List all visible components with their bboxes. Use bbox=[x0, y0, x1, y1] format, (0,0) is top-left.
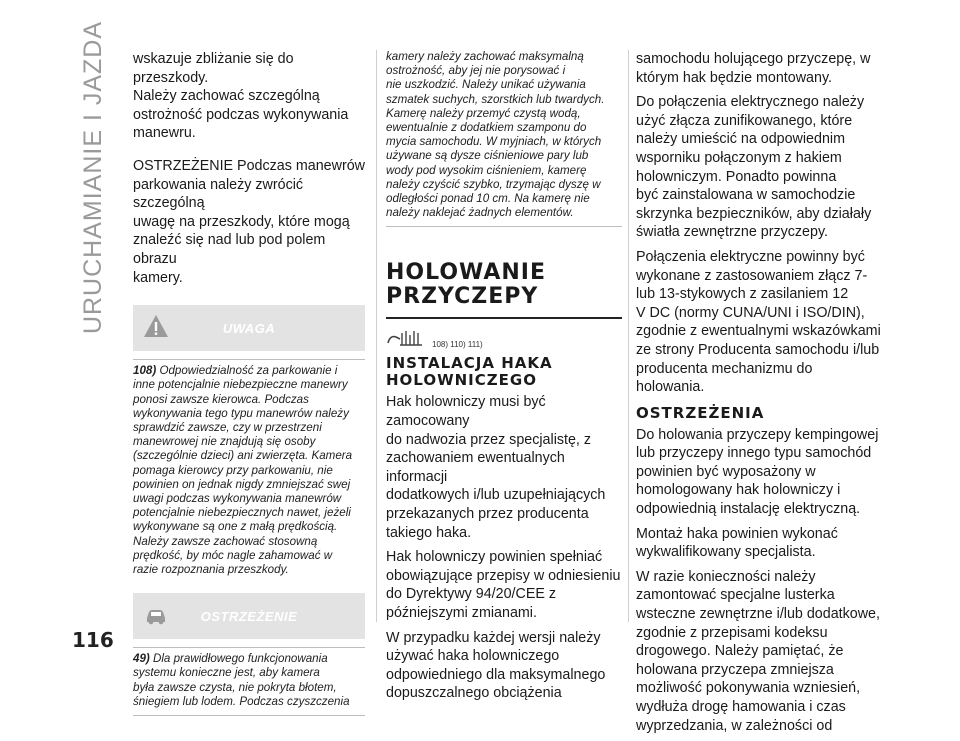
subsection-title: OSTRZEŻENIA bbox=[636, 403, 765, 422]
chapter-side-title bbox=[74, 20, 114, 334]
uwaga-header bbox=[133, 305, 365, 351]
paragraph: W przypadku każdej wersji należy używać haka holowniczego odpowiedniego dla maksymalnego dopuszczalnego obciążenia bbox=[386, 629, 606, 702]
page-number: 116 bbox=[72, 628, 114, 652]
section-title: HOLOWANIE PRZYCZEPY bbox=[386, 260, 546, 310]
note-text: kamery należy zachować maksymalną ostrożność, aby jej nie porysować i nie uszkodzić. Należy unikać używania szmatek suchych, szorstkich lub twardych. Kamerę należy przemyć czystą wodą, ewentualnie z dodatkiem szamponu do mycia samochodu. W myjniach, w których używane są dysze ciśnieniowe pary lub wody pod wysokim ciśnieniem, kamerę należy czyścić szybko, trzymając dyszę w odległości ponad 10 cm. Na kamerę nie należy naklejać żadnych elementów. bbox=[386, 50, 605, 220]
ostrzezenie-note bbox=[133, 652, 365, 709]
chapter-side-title-text: URUCHAMIANIE I JAZDA bbox=[79, 20, 108, 334]
paragraph: Hak holowniczy musi być zamocowany do nadwozia przez specjalistę, z zachowaniem ewentualnych informacji dodatkowych i/lub uzupełniających przekazanych przez producenta takiego haka. bbox=[386, 394, 606, 541]
warning-refs bbox=[386, 325, 622, 349]
column-divider bbox=[628, 50, 629, 622]
tow-hook-icon bbox=[386, 325, 428, 349]
paragraph: Połączenia elektryczne powinny być wykonane z zastosowaniem złącz 7- lub 13-stykowych z zasilaniem 12 V DC (normy CUNA/UNI i ISO/DIN), zgodnie z ewentualnymi wskazówkami ze strony Producenta samochodu i/lub producenta mechanizmu do holowania. bbox=[636, 248, 881, 396]
ostrzezenie-label: OSTRZEŻENIE bbox=[200, 608, 298, 624]
uwaga-label: UWAGA bbox=[222, 320, 276, 336]
paragraph: W razie konieczności należy zamontować specjalne lusterka wsteczne zewnętrzne i/lub dodatkowe, zgodnie z przepisami kodeksu drogowego. Należy pamiętać, że holowana przyczepa zmniejsza możliwość pokonywania wzniesień, wydłuża drogę hamowania i czas wyprzedzania, w zależności od bbox=[636, 568, 880, 734]
paragraph: Montaż haka powinien wykonać wykwalifikowany specjalista. bbox=[636, 525, 838, 561]
column-3 bbox=[636, 50, 882, 741]
paragraph: wskazuje zbliżanie się do przeszkody. Należy zachować szczególną ostrożność podczas wykonywania manewru. bbox=[133, 51, 349, 142]
column-1 bbox=[133, 50, 365, 716]
subsection-title: INSTALACJA HAKA HOLOWNICZEGO bbox=[386, 354, 553, 390]
paragraph: Do holowania przyczepy kempingowej lub przyczepy innego typu samochód powinien być wyposażony w homologowany hak holowniczy i odpowiednią instalację elektryczną. bbox=[636, 426, 879, 518]
divider bbox=[133, 359, 365, 360]
note-number: 108) bbox=[133, 364, 157, 378]
paragraph: OSTRZEŻENIE Podczas manewrów parkowania należy zwrócić szczególną uwagę na przeszkody, które mogą znaleźć się nad lub pod polem obrazu kamery. bbox=[133, 157, 365, 286]
uwaga-note bbox=[133, 364, 365, 577]
column-divider bbox=[376, 50, 377, 622]
car-warning-icon bbox=[143, 601, 169, 627]
paragraph: Hak holowniczy powinien spełniać obowiązujące przepisy w odniesieniu do Dyrektywy 94/20/CEE z późniejszymi zmianami. bbox=[386, 549, 621, 621]
note-text: Dla prawidłowego funkcjonowania systemu konieczne jest, aby kamera była zawsze czysta, nie pokryta błotem, śniegiem lub lodem. Podczas czyszczenia bbox=[133, 652, 350, 708]
paragraph: samochodu holującego przyczepę, w którym hak będzie montowany. bbox=[636, 51, 871, 86]
note-text: Odpowiedzialność za parkowanie i inne potencjalnie niebezpieczne manewry ponosi zawsze kierowca. Podczas wykonywania tego typu manewrów należy sprawdzić zawsze, czy w przestrzeni manewrowej nie znajdują się osoby (szczególnie dzieci) ani zwierzęta. Kamera pomaga kierowcy przy parkowaniu, nie powinien on jednak nigdy zmniejszać swej uwagi podczas wykonywania manewrów potencjalnie niebezpiecznych nawet, jeżeli wykonywane są one z małą prędkością. Należy zawsze zachować stosowną prędkość, by móc nagle zahamować w razie rozpoznania przeszkody. bbox=[133, 364, 353, 576]
uwaga-box bbox=[133, 305, 365, 577]
reference-numbers: 108) 110) 111) bbox=[432, 340, 483, 350]
ostrzezenie-header bbox=[133, 593, 365, 639]
divider bbox=[133, 647, 365, 648]
warning-triangle-icon bbox=[143, 313, 169, 339]
section-rule bbox=[386, 317, 622, 319]
note-continued bbox=[386, 50, 622, 227]
column-2 bbox=[386, 50, 622, 709]
paragraph: Do połączenia elektrycznego należy użyć złącza zunifikowanego, które należy umieścić na odpowiednim wsporniku połączonym z hakiem holowniczym. Ponadto powinna być zainstalowana w samochodzie skrzynka bezpieczników, aby działały światła zewnętrzne przyczepy. bbox=[636, 94, 872, 241]
note-number: 49) bbox=[133, 652, 150, 666]
ostrzezenie-box bbox=[133, 593, 365, 716]
divider bbox=[133, 715, 365, 716]
